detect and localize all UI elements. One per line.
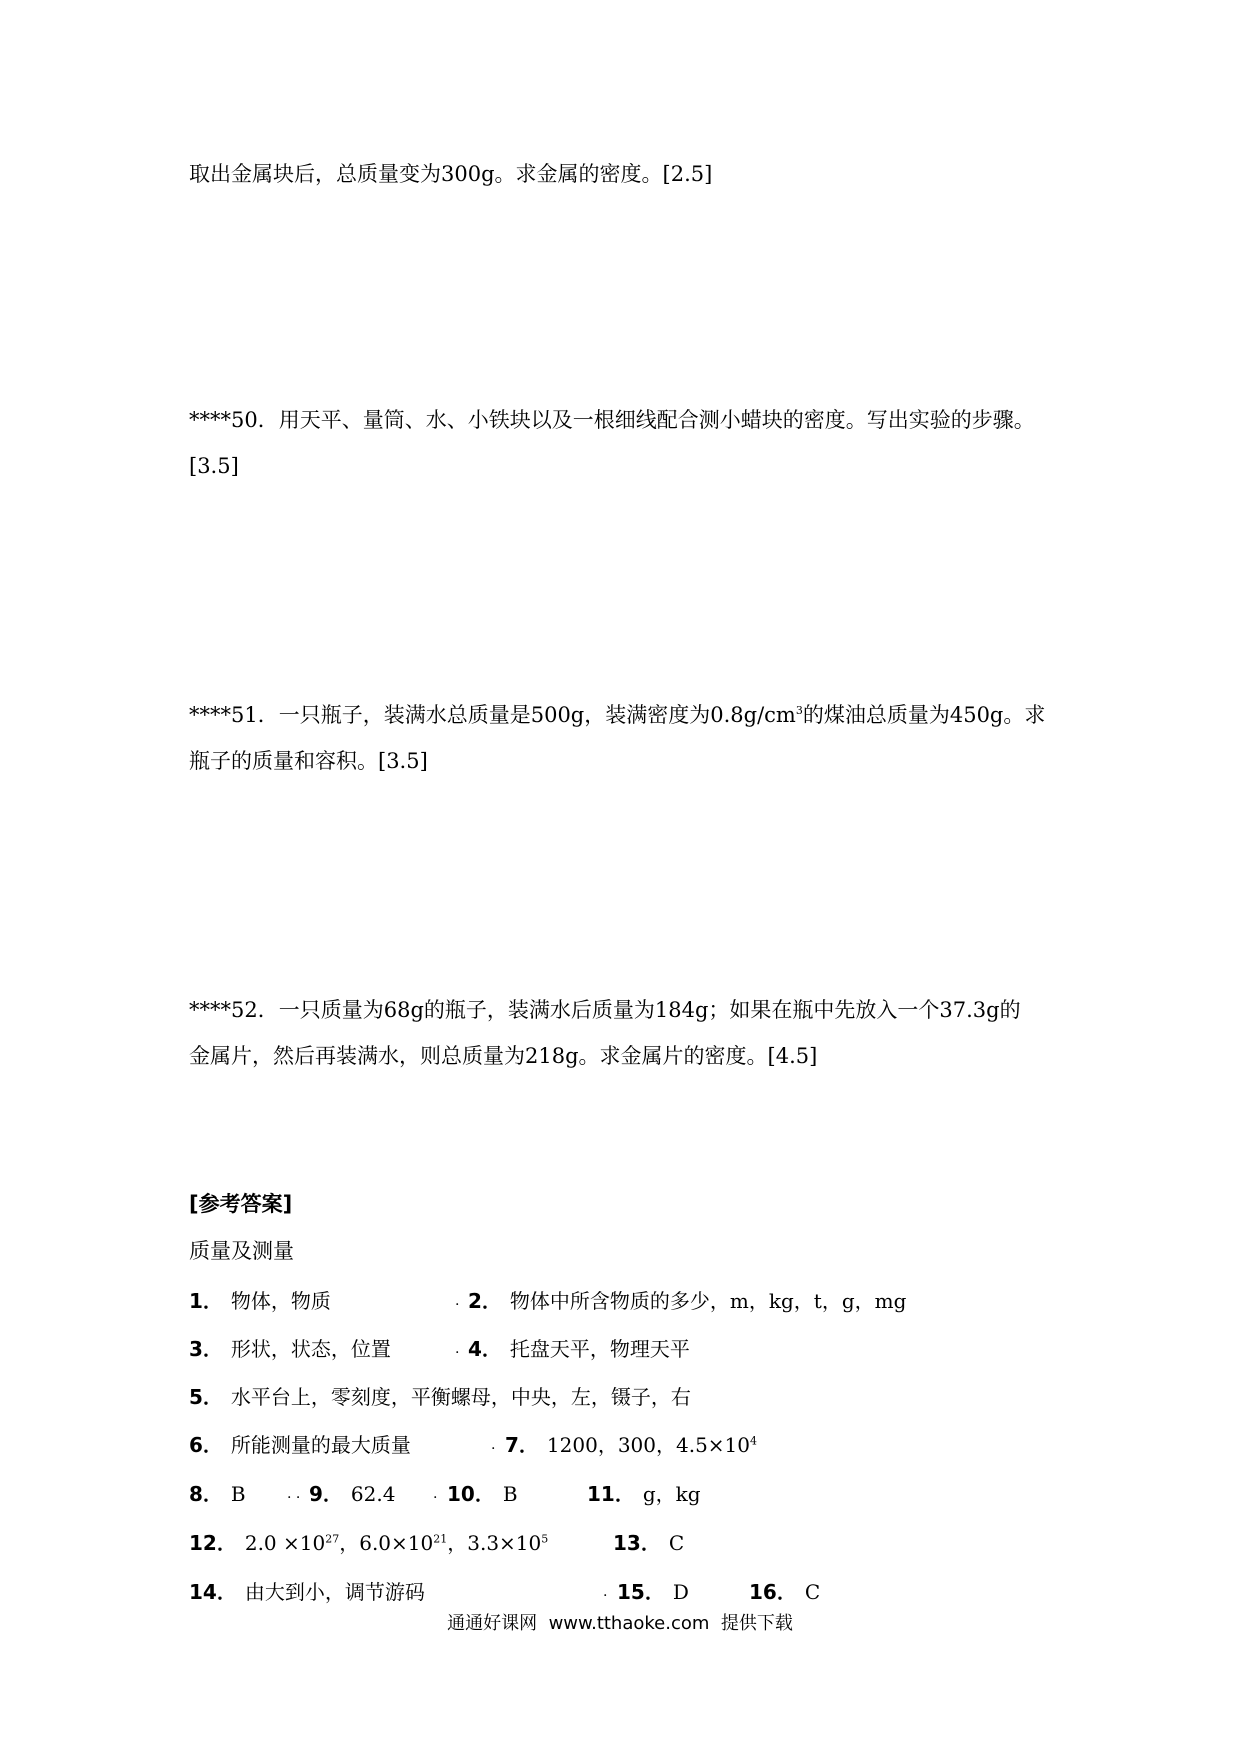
answer-number: 2． xyxy=(468,1289,502,1313)
question-52: ****52．一只质量为68g的瓶子，装满水后质量为184g；如果在瓶中先放入一个37.3g的 xyxy=(189,998,1021,1022)
answer-item xyxy=(468,1335,690,1363)
answer-text: 形状，状态，位置 xyxy=(230,1337,391,1361)
dot-mark: . xyxy=(455,1293,460,1309)
dot-mark: . xyxy=(603,1584,608,1600)
dot-mark: . . xyxy=(287,1486,301,1502)
answer-item xyxy=(189,1529,548,1557)
answer-text: 62.4 xyxy=(350,1482,396,1506)
superscript: 3 xyxy=(795,704,803,717)
answer-text: 所能测量的最大质量 xyxy=(230,1433,411,1457)
answer-item xyxy=(189,1480,246,1508)
answer-number: 7． xyxy=(505,1433,539,1457)
text-line: 瓶子的质量和容积。[3.5] xyxy=(189,749,428,773)
answer-text: C xyxy=(804,1580,821,1604)
answer-number: 3． xyxy=(189,1337,223,1361)
answer-text: 物体中所含物质的多少，m，kg，t，g，mg xyxy=(509,1289,907,1313)
question-51 xyxy=(189,701,1045,729)
answer-text: 物体，物质 xyxy=(230,1289,331,1313)
footer-credit: 通通好课网 www.tthaoke.com 提供下载 xyxy=(447,1613,793,1634)
answer-item xyxy=(587,1480,701,1508)
answer-text: ，3.3×10 xyxy=(447,1531,542,1555)
answer-text: D xyxy=(672,1580,689,1604)
answer-text: 2.0 ×10 xyxy=(244,1531,326,1555)
answer-item xyxy=(447,1480,518,1508)
answer-number: 14． xyxy=(189,1580,237,1604)
question-50: ****50．用天平、量筒、水、小铁块以及一根细线配合测小蜡块的密度。写出实验的步骤。 xyxy=(189,408,1035,432)
text-line: 取出金属块后，总质量变为300g。求金属的密度。[2.5] xyxy=(189,162,713,186)
answer-number: 1． xyxy=(189,1289,223,1313)
answer-text: B xyxy=(502,1482,518,1506)
dot-mark: . xyxy=(433,1486,438,1502)
answer-item xyxy=(468,1287,906,1315)
answer-number: 11． xyxy=(587,1482,635,1506)
answers-subtitle: 质量及测量 xyxy=(189,1239,294,1263)
superscript: 21 xyxy=(433,1532,448,1546)
answer-item xyxy=(189,1431,411,1459)
answer-number: 5． xyxy=(189,1385,223,1409)
answer-number: 10． xyxy=(447,1482,495,1506)
superscript: 27 xyxy=(325,1532,340,1546)
text-line: 金属片，然后再装满水，则总质量为218g。求金属片的密度。[4.5] xyxy=(189,1044,818,1068)
answer-number: 4． xyxy=(468,1337,502,1361)
dot-mark: . xyxy=(455,1341,460,1357)
answer-number: 13． xyxy=(613,1531,661,1555)
superscript: 4 xyxy=(750,1434,758,1448)
answer-number: 8． xyxy=(189,1482,223,1506)
text-line: [3.5] xyxy=(189,454,239,478)
text-segment: ****51．一只瓶子，装满水总质量是500g，装满密度为0.8g/cm xyxy=(189,703,796,727)
answers-heading: [参考答案] xyxy=(189,1192,293,1216)
answer-item xyxy=(617,1578,689,1606)
answer-text: ，6.0×10 xyxy=(339,1531,434,1555)
text-segment: 的煤油总质量为450g。求 xyxy=(802,703,1046,727)
answer-item xyxy=(309,1480,395,1508)
answer-text: 水平台上，零刻度，平衡螺母，中央，左，镊子，右 xyxy=(230,1385,691,1409)
answer-number: 9． xyxy=(309,1482,343,1506)
answer-item xyxy=(505,1431,757,1459)
answer-text: 托盘天平，物理天平 xyxy=(509,1337,690,1361)
superscript: 5 xyxy=(541,1532,549,1546)
dot-mark: . xyxy=(491,1437,496,1453)
answer-item xyxy=(189,1335,391,1363)
answer-number: 16． xyxy=(749,1580,797,1604)
answer-item xyxy=(613,1529,684,1557)
answer-text: 由大到小，调节游码 xyxy=(244,1580,425,1604)
answer-number: 12． xyxy=(189,1531,237,1555)
answer-text: B xyxy=(230,1482,246,1506)
answer-number: 15． xyxy=(617,1580,665,1604)
answer-item xyxy=(189,1578,425,1606)
answer-text: g，kg xyxy=(642,1482,701,1506)
answer-item xyxy=(189,1287,331,1315)
answer-text: C xyxy=(668,1531,685,1555)
answer-item xyxy=(749,1578,820,1606)
answer-number: 6． xyxy=(189,1433,223,1457)
answer-item xyxy=(189,1383,691,1411)
answer-text: 1200，300，4.5×10 xyxy=(546,1433,751,1457)
